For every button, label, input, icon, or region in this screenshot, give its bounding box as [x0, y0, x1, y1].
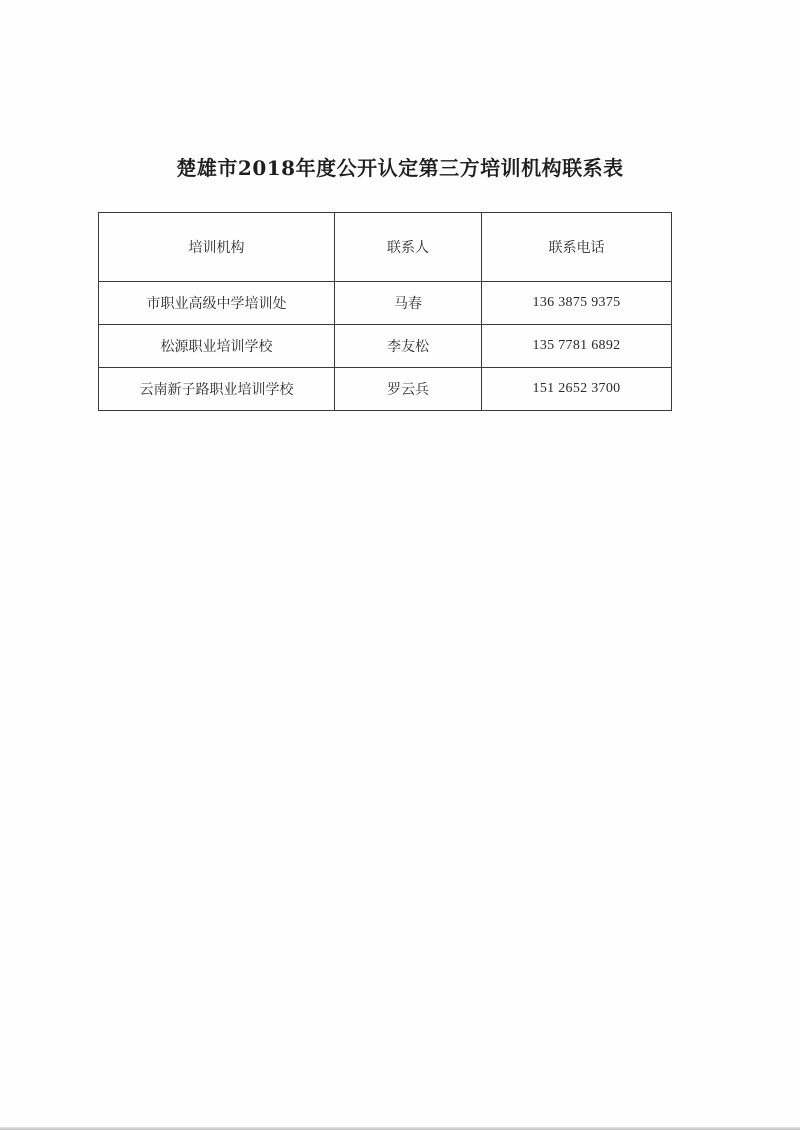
institution-cell: 市职业高级中学培训处 [99, 282, 335, 325]
contact-person-cell: 罗云兵 [335, 368, 482, 411]
contact-table [98, 212, 672, 411]
phone-cell: 135 7781 6892 [482, 325, 672, 368]
header-institution: 培训机构 [99, 213, 335, 282]
header-contact-person: 联系人 [335, 213, 482, 282]
header-phone: 联系电话 [482, 213, 672, 282]
institution-cell: 云南新子路职业培训学校 [99, 368, 335, 411]
contact-person-cell: 李友松 [335, 325, 482, 368]
table-row [99, 325, 672, 368]
contact-person-cell: 马春 [335, 282, 482, 325]
phone-cell: 136 3875 9375 [482, 282, 672, 325]
phone-cell: 151 2652 3700 [482, 368, 672, 411]
table-row [99, 282, 672, 325]
institution-cell: 松源职业培训学校 [99, 325, 335, 368]
table-header-row [99, 213, 672, 282]
table-row [99, 368, 672, 411]
page-title: 楚雄市2018年度公开认定第三方培训机构联系表 [176, 156, 624, 180]
